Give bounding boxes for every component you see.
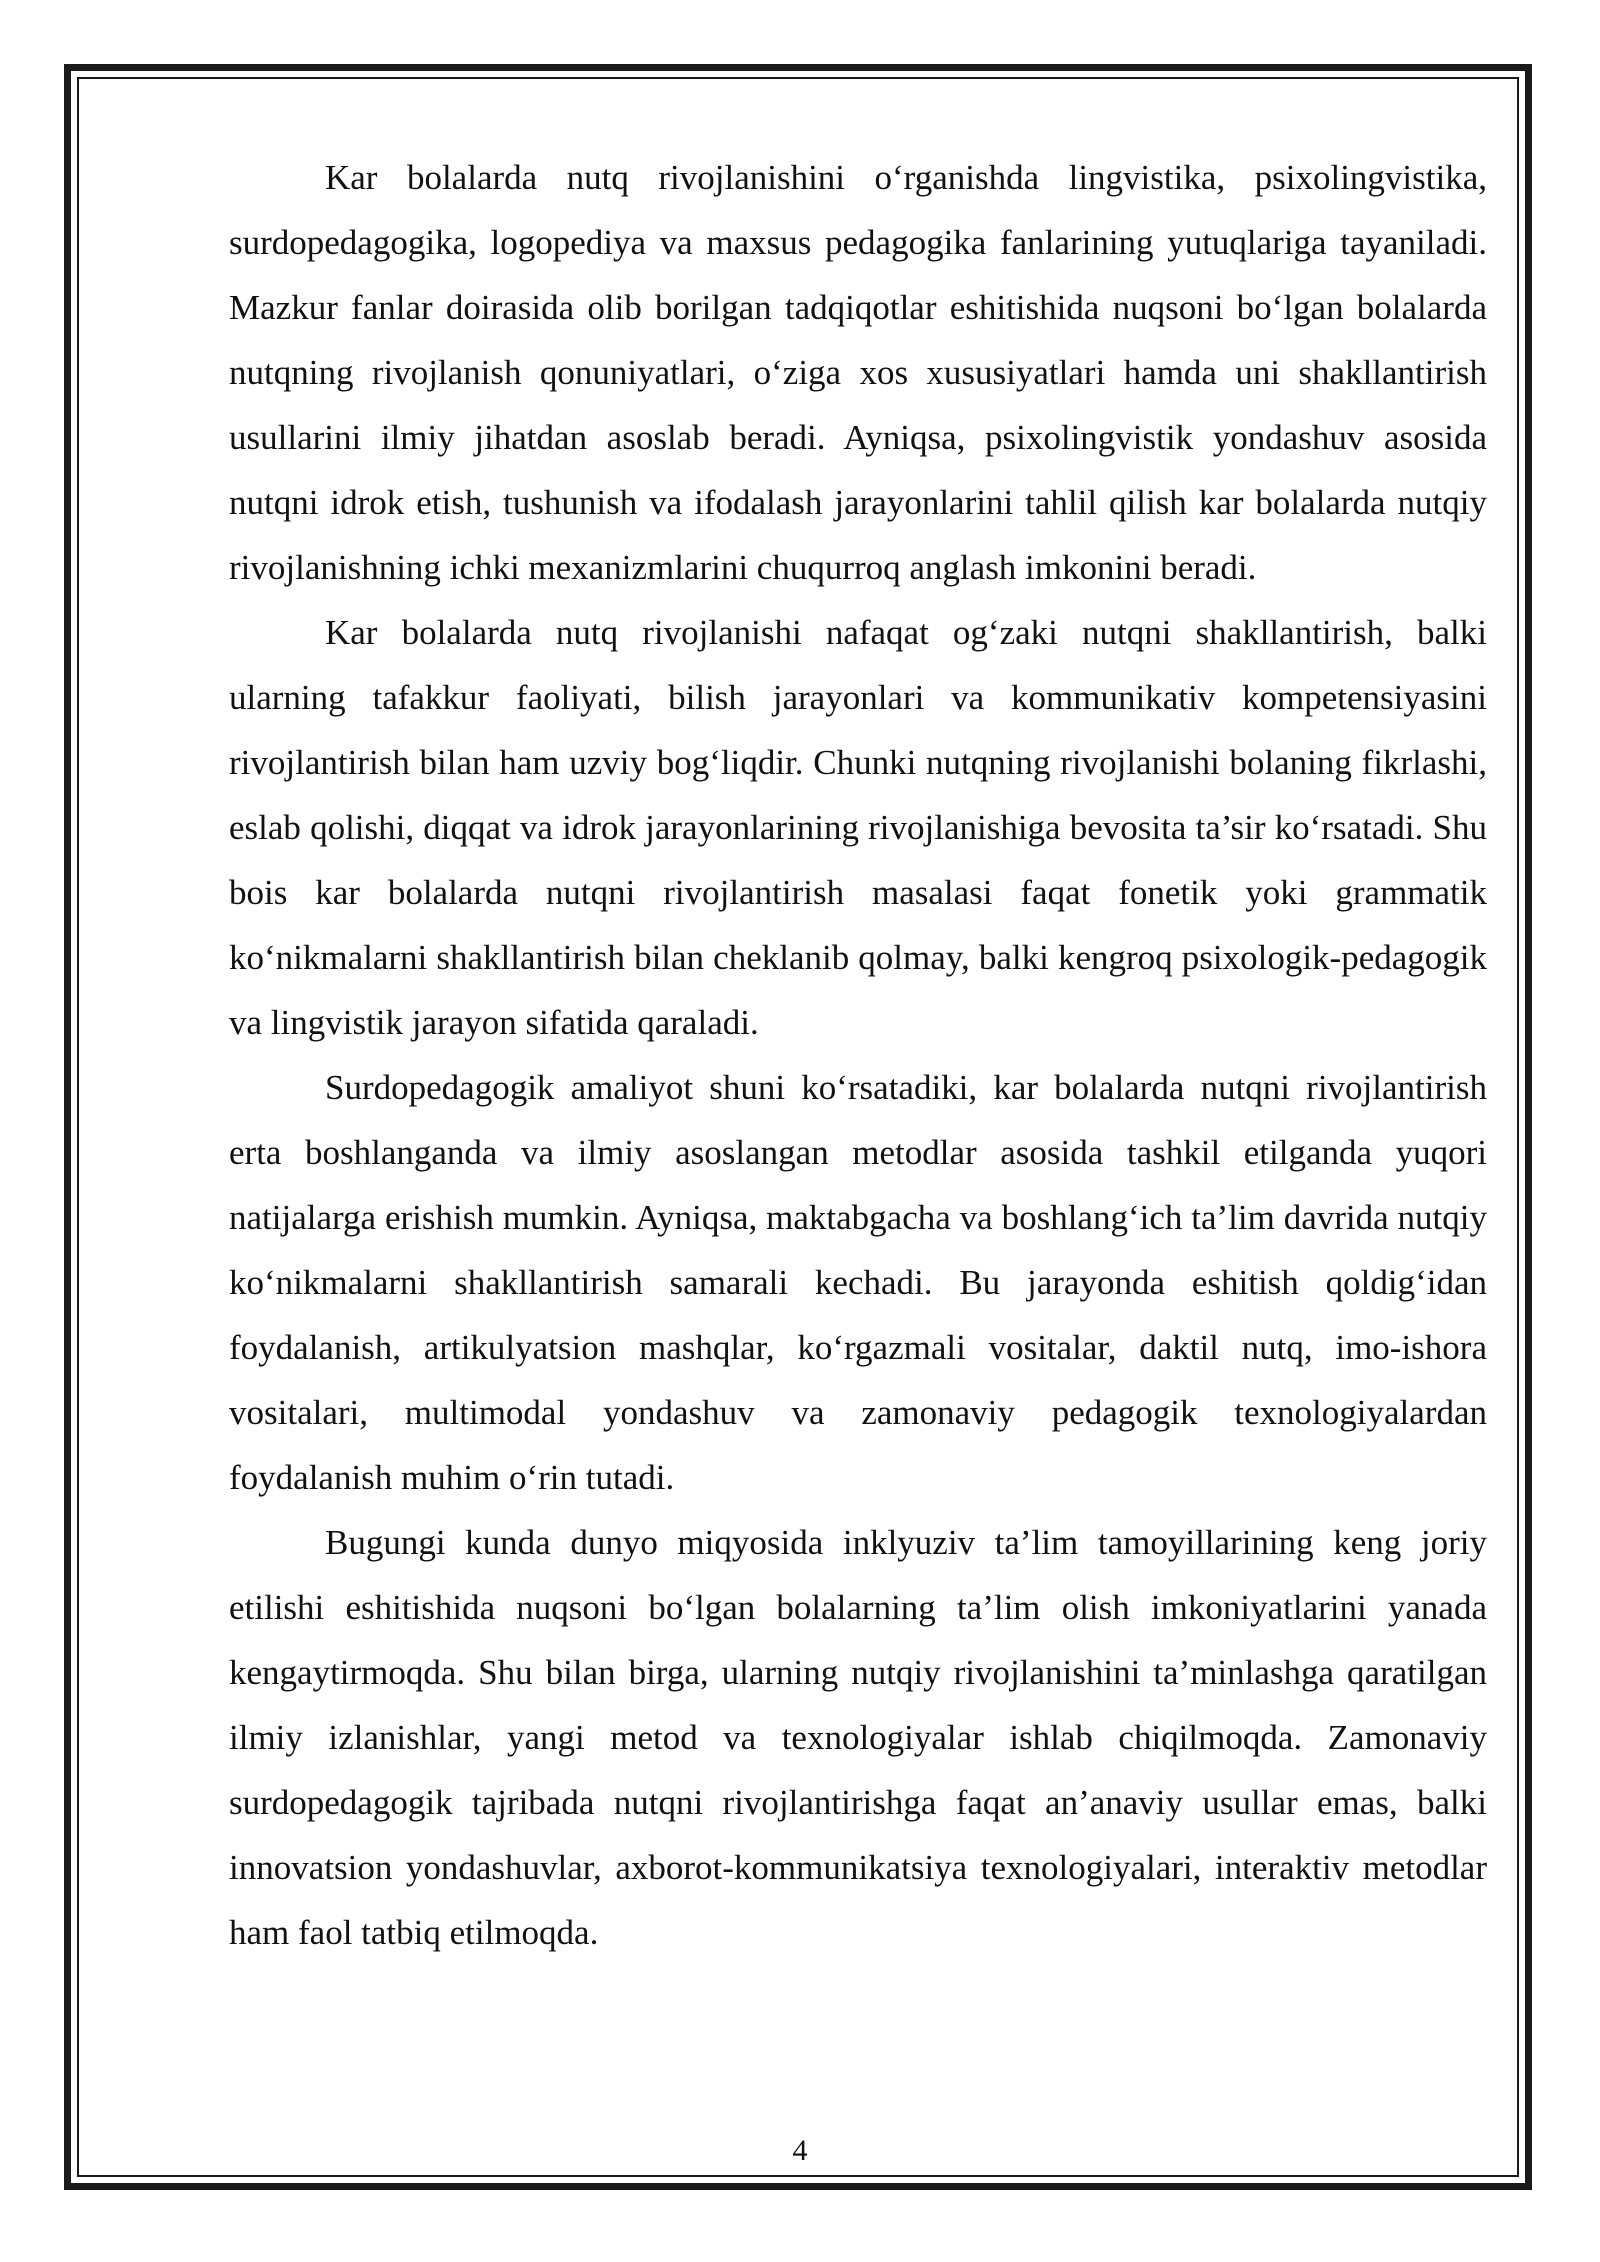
paragraph-3: Surdopedagogik amaliyot shuni ko‘rsatadiki, kar bolalarda nutqni rivojlantirish erta boshlanganda va ilmiy asoslangan metodlar asosida tashkil etilganda yuqori natijalarga erishish mumkin. Ayniqsa, maktabgacha va boshlang‘ich ta’lim davrida nutqiy ko‘nikmalarni shakllantirish samarali kechadi. Bu jarayonda eshitish qoldig‘idan foydalanish, artikulyatsion mashqlar, ko‘rgazmali vositalar, daktil nutq, imo-ishora vositalari, multimodal yondashuv va zamonaviy pedagogik texnologiyalardan foydalanish muhim o‘rin tutadi.	[229, 1068, 1487, 1497]
body-text	[229, 145, 1487, 1965]
page-number: 4	[792, 2134, 808, 2167]
paragraph-2: Kar bolalarda nutq rivojlanishi nafaqat og‘zaki nutqni shakllantirish, balki ularning tafakkur faoliyati, bilish jarayonlari va kommunikativ kompetensiyasini rivojlantirish bilan ham uzviy bog‘liqdir. Chunki nutqning rivojlanishi bolaning fikrlashi, eslab qolishi, diqqat va idrok jarayonlarining rivojlanishiga bevosita ta’sir ko‘rsatadi. Shu bois kar bolalarda nutqni rivojlantirish masalasi faqat fonetik yoki grammatik ko‘nikmalarni shakllantirish bilan cheklanib qolmay, balki kengroq psixologik-pedagogik va lingvistik jarayon sifatida qaraladi.	[229, 613, 1487, 1042]
paragraph-4: Bugungi kunda dunyo miqyosida inklyuziv ta’lim tamoyillarining keng joriy etilishi eshitishida nuqsoni bo‘lgan bolalarning ta’lim olish imkoniyatlarini yanada kengaytirmoqda. Shu bilan birga, ularning nutqiy rivojlanishini ta’minlashga qaratilgan ilmiy izlanishlar, yangi metod va texnologiyalar ishlab chiqilmoqda. Zamonaviy surdopedagogik tajribada nutqni rivojlantirishga faqat an’anaviy usullar emas, balki innovatsion yondashuvlar, axborot-kommunikatsiya texnologiyalari, interaktiv metodlar ham faol tatbiq etilmoqda.	[229, 1523, 1487, 1952]
paragraph-1: Kar bolalarda nutq rivojlanishini o‘rganishda lingvistika, psixolingvistika, surdopedagogika, logopediya va maxsus pedagogika fanlarining yutuqlariga tayaniladi. Mazkur fanlar doirasida olib borilgan tadqiqotlar eshitishida nuqsoni bo‘lgan bolalarda nutqning rivojlanish qonuniyatlari, o‘ziga xos xususiyatlari hamda uni shakllantirish usullarini ilmiy jihatdan asoslab beradi. Ayniqsa, psixolingvistik yondashuv asosida nutqni idrok etish, tushunish va ifodalash jarayonlarini tahlil qilish kar bolalarda nutqiy rivojlanishning ichki mexanizmlarini chuqurroq anglash imkonini beradi.	[229, 158, 1487, 587]
